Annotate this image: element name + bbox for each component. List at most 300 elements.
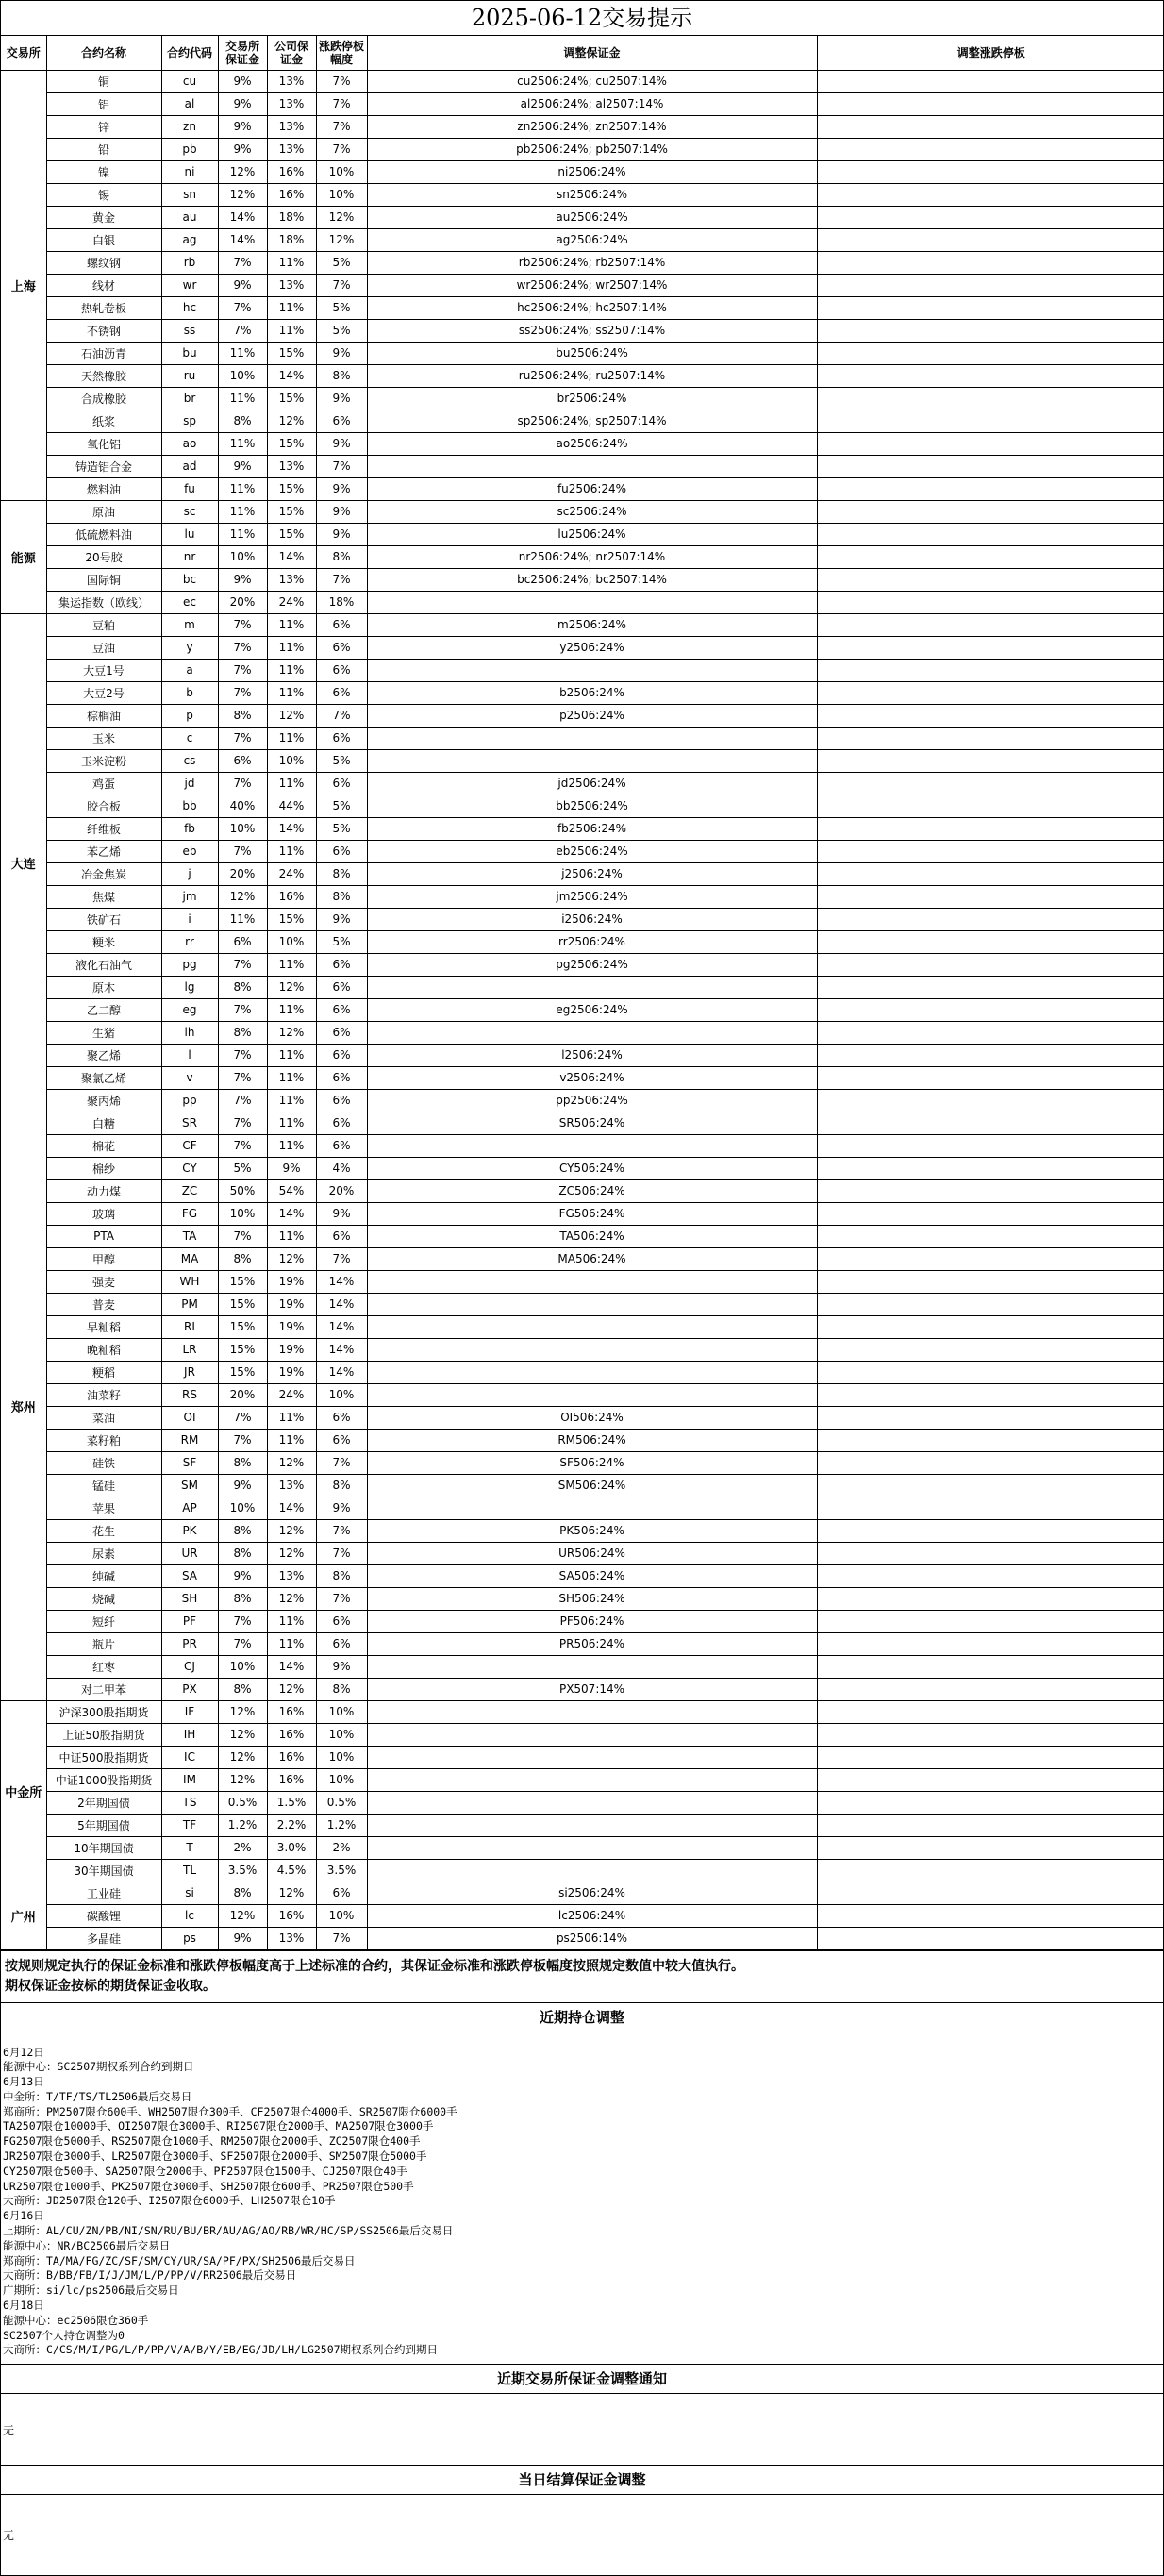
contract-name-cell: 粳米	[46, 930, 161, 953]
company-margin-cell: 13%	[267, 70, 316, 92]
adjusted-margin-cell	[367, 1723, 817, 1746]
adjusted-limit-cell	[817, 115, 1164, 138]
company-margin-cell: 16%	[267, 1768, 316, 1791]
adjusted-margin-cell: eg2506:24%	[367, 998, 817, 1021]
adjusted-limit-cell	[817, 1882, 1164, 1904]
contract-name-cell: 花生	[46, 1519, 161, 1542]
adjusted-margin-cell: m2506:24%	[367, 613, 817, 636]
header-contract-name: 合约名称	[46, 36, 161, 70]
contract-code-cell: ss	[161, 319, 218, 342]
exchange-margin-cell: 8%	[218, 1519, 267, 1542]
contract-name-cell: 焦煤	[46, 885, 161, 908]
contract-name-cell: 30年期国债	[46, 1859, 161, 1882]
adjusted-margin-cell: MA506:24%	[367, 1247, 817, 1270]
exchange-margin-cell: 7%	[218, 1112, 267, 1134]
contract-name-cell: 玻璃	[46, 1202, 161, 1225]
contract-name-cell: 热轧卷板	[46, 296, 161, 319]
limit-cell: 18%	[316, 591, 367, 613]
limit-cell: 5%	[316, 319, 367, 342]
note-line: 广期所：si/lc/ps2506最后交易日	[3, 2283, 179, 2298]
exchange-margin-cell: 7%	[218, 953, 267, 976]
exchange-margin-cell: 12%	[218, 1768, 267, 1791]
table-row	[1, 1225, 1164, 1247]
table-row	[1, 1746, 1164, 1768]
contract-code-cell: br	[161, 387, 218, 410]
table-row	[1, 749, 1164, 772]
contract-code-cell: ni	[161, 160, 218, 183]
contract-code-cell: RS	[161, 1383, 218, 1406]
table-row	[1, 1474, 1164, 1497]
adjusted-margin-cell: hc2506:24%; hc2507:14%	[367, 296, 817, 319]
contract-code-cell: y	[161, 636, 218, 659]
contract-name-cell: 聚丙烯	[46, 1089, 161, 1112]
table-row	[1, 206, 1164, 228]
limit-cell: 5%	[316, 795, 367, 817]
adjusted-limit-cell	[817, 1678, 1164, 1700]
limit-cell: 9%	[316, 908, 367, 930]
company-margin-cell: 14%	[267, 545, 316, 568]
adjusted-margin-cell	[367, 1497, 817, 1519]
contract-name-cell: 天然橡胶	[46, 364, 161, 387]
table-row	[1, 659, 1164, 681]
contract-code-cell: SA	[161, 1564, 218, 1587]
adjusted-limit-cell	[817, 138, 1164, 160]
exchange-margin-cell: 0.5%	[218, 1791, 267, 1814]
adjusted-limit-cell	[817, 319, 1164, 342]
contract-name-cell: 纸浆	[46, 410, 161, 432]
adjusted-margin-cell: v2506:24%	[367, 1066, 817, 1089]
exchange-margin-cell: 7%	[218, 636, 267, 659]
exchange-margin-cell: 12%	[218, 1746, 267, 1768]
limit-cell: 20%	[316, 1179, 367, 1202]
adjusted-margin-cell	[367, 727, 817, 749]
table-row	[1, 1247, 1164, 1270]
adjusted-margin-cell: sc2506:24%	[367, 500, 817, 523]
limit-cell: 12%	[316, 206, 367, 228]
contract-name-cell: 原木	[46, 976, 161, 998]
limit-cell: 10%	[316, 1700, 367, 1723]
contract-name-cell: 低硫燃料油	[46, 523, 161, 545]
adjusted-limit-cell	[817, 568, 1164, 591]
exchange-margin-cell: 15%	[218, 1270, 267, 1293]
contract-name-cell: 沪深300股指期货	[46, 1700, 161, 1723]
adjusted-margin-cell: pb2506:24%; pb2507:14%	[367, 138, 817, 160]
table-row	[1, 160, 1164, 183]
contract-name-cell: 铁矿石	[46, 908, 161, 930]
adjusted-limit-cell	[817, 1859, 1164, 1882]
limit-cell: 3.5%	[316, 1859, 367, 1882]
exchange-margin-cell: 11%	[218, 500, 267, 523]
adjusted-limit-cell	[817, 840, 1164, 862]
company-margin-cell: 15%	[267, 523, 316, 545]
table-row	[1, 183, 1164, 206]
exchange-cell: 广州	[1, 1882, 46, 1949]
company-margin-cell: 1.5%	[267, 1791, 316, 1814]
limit-cell: 6%	[316, 1021, 367, 1044]
exchange-margin-cell: 9%	[218, 115, 267, 138]
contract-code-cell: IM	[161, 1768, 218, 1791]
table-row	[1, 477, 1164, 500]
exchange-margin-cell: 50%	[218, 1179, 267, 1202]
table-row	[1, 1927, 1164, 1949]
limit-cell: 10%	[316, 1723, 367, 1746]
adjusted-limit-cell	[817, 1315, 1164, 1338]
exchange-margin-cell: 7%	[218, 659, 267, 681]
exchange-margin-cell: 20%	[218, 591, 267, 613]
limit-cell: 8%	[316, 1564, 367, 1587]
table-row	[1, 228, 1164, 251]
contract-name-cell: 碳酸锂	[46, 1904, 161, 1927]
contract-name-cell: 纯碱	[46, 1564, 161, 1587]
adjusted-margin-cell	[367, 1021, 817, 1044]
adjusted-limit-cell	[817, 749, 1164, 772]
contract-code-cell: ad	[161, 455, 218, 477]
adjusted-margin-cell: j2506:24%	[367, 862, 817, 885]
limit-cell: 9%	[316, 477, 367, 500]
company-margin-cell: 11%	[267, 659, 316, 681]
contract-code-cell: OI	[161, 1406, 218, 1429]
contract-code-cell: RM	[161, 1429, 218, 1451]
exchange-margin-cell: 8%	[218, 1587, 267, 1610]
page-title: 2025-06-12交易提示	[1, 1, 1163, 36]
limit-cell: 9%	[316, 432, 367, 455]
adjusted-limit-cell	[817, 70, 1164, 92]
table-row	[1, 953, 1164, 976]
contract-code-cell: nr	[161, 545, 218, 568]
table-row	[1, 1836, 1164, 1859]
limit-cell: 8%	[316, 364, 367, 387]
table-row	[1, 1044, 1164, 1066]
limit-cell: 5%	[316, 930, 367, 953]
limit-cell: 2%	[316, 1836, 367, 1859]
contract-code-cell: ru	[161, 364, 218, 387]
adjusted-limit-cell	[817, 296, 1164, 319]
contract-code-cell: SM	[161, 1474, 218, 1497]
company-margin-cell: 13%	[267, 1927, 316, 1949]
position-notes	[1, 2032, 1163, 2365]
exchange-margin-cell: 6%	[218, 930, 267, 953]
exchange-margin-cell: 20%	[218, 862, 267, 885]
contract-name-cell: 硅铁	[46, 1451, 161, 1474]
adjusted-margin-cell: lu2506:24%	[367, 523, 817, 545]
contract-name-cell: 动力煤	[46, 1179, 161, 1202]
company-margin-cell: 12%	[267, 1882, 316, 1904]
limit-cell: 7%	[316, 1542, 367, 1564]
adjusted-limit-cell	[817, 545, 1164, 568]
adjusted-limit-cell	[817, 1519, 1164, 1542]
contract-name-cell: 铸造铝合金	[46, 455, 161, 477]
adjusted-margin-cell	[367, 1338, 817, 1361]
table-row	[1, 274, 1164, 296]
limit-cell: 6%	[316, 727, 367, 749]
table-row	[1, 1814, 1164, 1836]
adjusted-margin-cell	[367, 1814, 817, 1836]
contract-code-cell: pg	[161, 953, 218, 976]
contract-code-cell: cu	[161, 70, 218, 92]
contract-code-cell: sn	[161, 183, 218, 206]
exchange-margin-cell: 8%	[218, 1882, 267, 1904]
contract-code-cell: TA	[161, 1225, 218, 1247]
adjusted-margin-cell: sn2506:24%	[367, 183, 817, 206]
adjusted-margin-cell	[367, 1859, 817, 1882]
table-row	[1, 613, 1164, 636]
adjusted-margin-cell: pp2506:24%	[367, 1089, 817, 1112]
table-row	[1, 1882, 1164, 1904]
header-contract-code: 合约代码	[161, 36, 218, 70]
adjusted-limit-cell	[817, 1791, 1164, 1814]
limit-cell: 5%	[316, 251, 367, 274]
exchange-margin-cell: 20%	[218, 1383, 267, 1406]
table-row	[1, 1361, 1164, 1383]
adjusted-margin-cell	[367, 659, 817, 681]
contract-code-cell: AP	[161, 1497, 218, 1519]
contract-code-cell: MA	[161, 1247, 218, 1270]
company-margin-cell: 11%	[267, 1044, 316, 1066]
company-margin-cell: 11%	[267, 613, 316, 636]
contract-code-cell: WH	[161, 1270, 218, 1293]
company-margin-cell: 16%	[267, 1746, 316, 1768]
table-row	[1, 591, 1164, 613]
adjusted-limit-cell	[817, 1270, 1164, 1293]
limit-cell: 12%	[316, 228, 367, 251]
limit-cell: 6%	[316, 1225, 367, 1247]
limit-cell: 8%	[316, 862, 367, 885]
table-row	[1, 1270, 1164, 1293]
adjusted-limit-cell	[817, 1157, 1164, 1179]
company-margin-cell: 12%	[267, 1451, 316, 1474]
exchange-margin-cell: 7%	[218, 727, 267, 749]
contract-name-cell: 菜籽粕	[46, 1429, 161, 1451]
exchange-margin-cell: 11%	[218, 477, 267, 500]
table-row	[1, 115, 1164, 138]
contract-code-cell: fb	[161, 817, 218, 840]
company-margin-cell: 19%	[267, 1270, 316, 1293]
contract-code-cell: hc	[161, 296, 218, 319]
table-row	[1, 1383, 1164, 1406]
contract-code-cell: TL	[161, 1859, 218, 1882]
adjusted-margin-cell: sp2506:24%; sp2507:14%	[367, 410, 817, 432]
adjusted-limit-cell	[817, 1632, 1164, 1655]
table-header-row	[1, 36, 1164, 70]
limit-cell: 6%	[316, 976, 367, 998]
exchange-margin-cell: 5%	[218, 1157, 267, 1179]
contract-name-cell: 晚籼稻	[46, 1338, 161, 1361]
contract-name-cell: 多晶硅	[46, 1927, 161, 1949]
adjusted-margin-cell: ru2506:24%; ru2507:14%	[367, 364, 817, 387]
company-margin-cell: 9%	[267, 1157, 316, 1179]
note-line: TA2507限仓10000手、OI2507限仓3000手、RI2507限仓2000手、MA2507限仓3000手	[3, 2119, 434, 2133]
adjusted-margin-cell: wr2506:24%; wr2507:14%	[367, 274, 817, 296]
note-line: 中金所：T/TF/TS/TL2506最后交易日	[3, 2089, 192, 2103]
adjusted-margin-cell: PX507:14%	[367, 1678, 817, 1700]
adjusted-limit-cell	[817, 477, 1164, 500]
adjusted-limit-cell	[817, 274, 1164, 296]
contract-name-cell: 玉米	[46, 727, 161, 749]
table-row	[1, 1768, 1164, 1791]
exchange-cell: 郑州	[1, 1112, 46, 1700]
table-row	[1, 908, 1164, 930]
adjusted-margin-cell	[367, 1293, 817, 1315]
contract-name-cell: 2年期国债	[46, 1791, 161, 1814]
exchange-margin-cell: 6%	[218, 749, 267, 772]
exchange-margin-cell: 1.2%	[218, 1814, 267, 1836]
exchange-margin-cell: 10%	[218, 1655, 267, 1678]
adjusted-margin-cell	[367, 1768, 817, 1791]
table-row	[1, 1859, 1164, 1882]
company-margin-cell: 11%	[267, 1134, 316, 1157]
contract-name-cell: 中证1000股指期货	[46, 1768, 161, 1791]
adjusted-margin-cell: SA506:24%	[367, 1564, 817, 1587]
note-line: 大商所：B/BB/FB/I/J/JM/L/P/PP/V/RR2506最后交易日	[3, 2268, 297, 2283]
contract-name-cell: 棕榈油	[46, 704, 161, 727]
limit-cell: 7%	[316, 704, 367, 727]
contract-code-cell: LR	[161, 1338, 218, 1361]
company-margin-cell: 14%	[267, 364, 316, 387]
contract-name-cell: 红枣	[46, 1655, 161, 1678]
limit-cell: 6%	[316, 1610, 367, 1632]
limit-cell: 9%	[316, 1497, 367, 1519]
limit-cell: 6%	[316, 1112, 367, 1134]
contract-code-cell: m	[161, 613, 218, 636]
exchange-margin-cell: 8%	[218, 410, 267, 432]
adjusted-limit-cell	[817, 1474, 1164, 1497]
company-margin-cell: 11%	[267, 953, 316, 976]
contract-code-cell: b	[161, 681, 218, 704]
contract-name-cell: 大豆2号	[46, 681, 161, 704]
header-exchange: 交易所	[1, 36, 46, 70]
company-margin-cell: 11%	[267, 840, 316, 862]
contract-code-cell: CY	[161, 1157, 218, 1179]
adjusted-limit-cell	[817, 432, 1164, 455]
contract-code-cell: jm	[161, 885, 218, 908]
contract-name-cell: 5年期国债	[46, 1814, 161, 1836]
company-margin-cell: 18%	[267, 228, 316, 251]
table-row	[1, 1315, 1164, 1338]
adjusted-limit-cell	[817, 681, 1164, 704]
adjusted-limit-cell	[817, 1542, 1164, 1564]
exchange-margin-cell: 9%	[218, 455, 267, 477]
table-row	[1, 681, 1164, 704]
exchange-margin-cell: 9%	[218, 568, 267, 591]
contract-name-cell: 聚氯乙烯	[46, 1066, 161, 1089]
adjusted-margin-cell: SM506:24%	[367, 1474, 817, 1497]
limit-cell: 9%	[316, 1202, 367, 1225]
limit-cell: 6%	[316, 1406, 367, 1429]
contract-name-cell: 黄金	[46, 206, 161, 228]
contract-code-cell: pb	[161, 138, 218, 160]
adjusted-margin-cell: fu2506:24%	[367, 477, 817, 500]
adjusted-margin-cell: UR506:24%	[367, 1542, 817, 1564]
header-adjusted-limit: 调整涨跌停板	[817, 36, 1164, 70]
adjusted-margin-cell: br2506:24%	[367, 387, 817, 410]
adjusted-limit-cell	[817, 1179, 1164, 1202]
adjusted-limit-cell	[817, 976, 1164, 998]
contract-code-cell: lg	[161, 976, 218, 998]
contract-code-cell: PR	[161, 1632, 218, 1655]
contract-name-cell: 豆油	[46, 636, 161, 659]
adjusted-margin-cell: RM506:24%	[367, 1429, 817, 1451]
table-row	[1, 862, 1164, 885]
company-margin-cell: 11%	[267, 998, 316, 1021]
adjusted-margin-cell: PK506:24%	[367, 1519, 817, 1542]
adjusted-limit-cell	[817, 500, 1164, 523]
adjusted-margin-cell: zn2506:24%; zn2507:14%	[367, 115, 817, 138]
contract-code-cell: PK	[161, 1519, 218, 1542]
contract-code-cell: pp	[161, 1089, 218, 1112]
contract-name-cell: 上证50股指期货	[46, 1723, 161, 1746]
limit-cell: 7%	[316, 1451, 367, 1474]
note-line: 能源中心：NR/BC2506最后交易日	[3, 2238, 171, 2252]
settlement-text: 无	[3, 2529, 15, 2543]
table-row	[1, 1723, 1164, 1746]
exchange-margin-cell: 11%	[218, 908, 267, 930]
company-margin-cell: 11%	[267, 296, 316, 319]
contract-name-cell: 苯乙烯	[46, 840, 161, 862]
contract-name-cell: 尿素	[46, 1542, 161, 1564]
limit-cell: 6%	[316, 681, 367, 704]
limit-cell: 6%	[316, 636, 367, 659]
table-row	[1, 930, 1164, 953]
adjusted-margin-cell: y2506:24%	[367, 636, 817, 659]
table-row	[1, 1112, 1164, 1134]
exchange-margin-cell: 8%	[218, 1451, 267, 1474]
contract-name-cell: 锰硅	[46, 1474, 161, 1497]
note-line: 6月18日	[3, 2299, 44, 2313]
adjusted-limit-cell	[817, 727, 1164, 749]
company-margin-cell: 12%	[267, 1519, 316, 1542]
adjusted-margin-cell: FG506:24%	[367, 1202, 817, 1225]
contract-name-cell: 粳稻	[46, 1361, 161, 1383]
limit-cell: 9%	[316, 523, 367, 545]
company-margin-cell: 15%	[267, 477, 316, 500]
adjusted-margin-cell: si2506:24%	[367, 1882, 817, 1904]
table-row	[1, 70, 1164, 92]
note-line: 大商所：JD2507限仓120手、I2507限仓6000手、LH2507限仓10手	[3, 2194, 336, 2208]
contract-name-cell: 胶合板	[46, 795, 161, 817]
exchange-margin-cell: 8%	[218, 1678, 267, 1700]
adjusted-limit-cell	[817, 636, 1164, 659]
contract-code-cell: TF	[161, 1814, 218, 1836]
contract-name-cell: 甲醇	[46, 1247, 161, 1270]
adjusted-limit-cell	[817, 228, 1164, 251]
exchange-margin-cell: 8%	[218, 1542, 267, 1564]
contract-code-cell: zn	[161, 115, 218, 138]
company-margin-cell: 11%	[267, 772, 316, 795]
adjusted-limit-cell	[817, 953, 1164, 976]
note-line: FG2507限仓5000手、RS2507限仓1000手、RM2507限仓2000手、ZC2507限仓400手	[3, 2134, 421, 2149]
table-row	[1, 92, 1164, 115]
company-margin-cell: 10%	[267, 749, 316, 772]
table-row	[1, 1678, 1164, 1700]
adjusted-limit-cell	[817, 613, 1164, 636]
exchange-cell: 大连	[1, 613, 46, 1112]
limit-cell: 6%	[316, 998, 367, 1021]
company-margin-cell: 16%	[267, 1904, 316, 1927]
contract-name-cell: 生猪	[46, 1021, 161, 1044]
contract-code-cell: SH	[161, 1587, 218, 1610]
adjusted-limit-cell	[817, 1451, 1164, 1474]
adjusted-margin-cell: ss2506:24%; ss2507:14%	[367, 319, 817, 342]
adjusted-margin-cell	[367, 749, 817, 772]
contract-code-cell: lc	[161, 1904, 218, 1927]
table-row	[1, 342, 1164, 364]
adjusted-margin-cell: ps2506:14%	[367, 1927, 817, 1949]
company-margin-cell: 11%	[267, 1089, 316, 1112]
limit-cell: 7%	[316, 92, 367, 115]
contract-code-cell: wr	[161, 274, 218, 296]
table-row	[1, 998, 1164, 1021]
contract-code-cell: IF	[161, 1700, 218, 1723]
